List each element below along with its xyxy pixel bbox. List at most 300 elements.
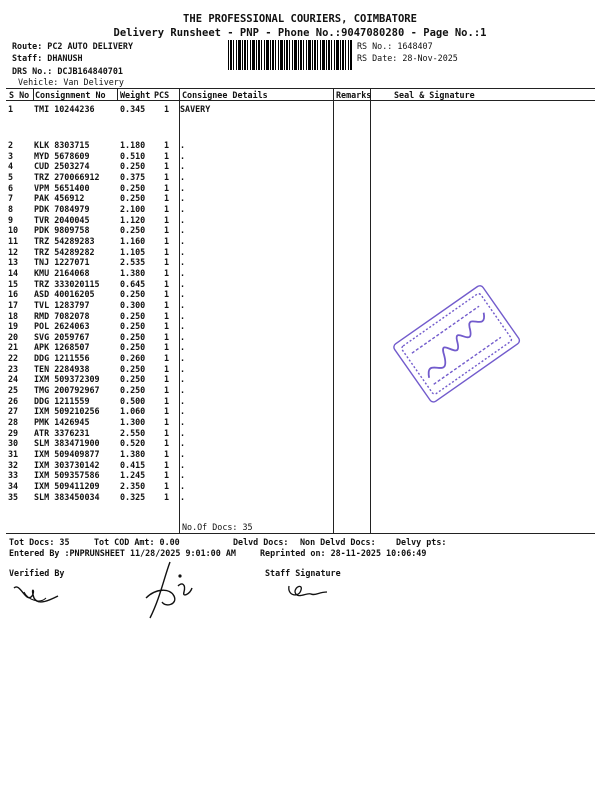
col-header-seal: Seal & Signature	[394, 90, 475, 100]
pieces-count: 1	[164, 214, 170, 225]
consignment-prefix: TNJ	[34, 257, 50, 268]
pieces-count: 1	[164, 257, 170, 268]
consignment-number	[34, 353, 120, 364]
table-row	[8, 257, 330, 268]
consignee-details: .	[180, 342, 186, 353]
consignee-details: .	[180, 299, 186, 310]
table-row	[8, 151, 330, 162]
serial-number: 14	[8, 267, 19, 278]
total-docs: Tot Docs: 35	[9, 537, 70, 547]
consignment-prefix: CUD	[34, 161, 50, 172]
consignment-prefix: SVG	[34, 331, 50, 342]
table-row	[8, 417, 330, 428]
table-top-rule	[6, 88, 595, 89]
consignment-digits: 5678609	[54, 150, 90, 161]
weight-value: 0.250	[120, 225, 146, 236]
consignment-number	[34, 332, 120, 343]
weight-value: 0.250	[120, 363, 146, 374]
pieces-count: 1	[164, 385, 170, 396]
consignment-digits: 2503274	[54, 161, 90, 172]
pieces-count: 1	[164, 171, 170, 182]
rs-date: RS Date: 28-Nov-2025	[357, 53, 458, 63]
consignment-number	[34, 172, 120, 183]
consignee-details: .	[180, 140, 186, 150]
pieces-count: 1	[164, 289, 170, 300]
pieces-count: 1	[164, 104, 170, 114]
consignee-details: .	[180, 353, 186, 364]
consignment-number	[34, 104, 120, 140]
non-delivered-docs: Non Delvd Docs:	[300, 537, 376, 547]
table-row	[8, 460, 330, 471]
table-row	[8, 332, 330, 343]
consignment-prefix: IXM	[34, 374, 50, 385]
pieces-count: 1	[164, 353, 170, 364]
serial-number: 35	[8, 491, 19, 502]
consignment-digits: 383471900	[54, 438, 100, 449]
weight-value: 0.325	[120, 491, 146, 502]
consignment-digits: 456912	[54, 193, 85, 204]
verified-by-label: Verified By	[9, 568, 65, 578]
weight-value: 0.250	[120, 374, 146, 385]
consignment-number	[34, 481, 120, 492]
consignment-number	[34, 225, 120, 236]
consignment-digits: 54289283	[54, 235, 95, 246]
consignment-digits: 5651400	[54, 182, 90, 193]
consignment-digits: 333020115	[54, 278, 100, 289]
weight-value: 0.375	[120, 171, 146, 182]
table-row	[8, 449, 330, 460]
consignment-number	[34, 311, 120, 322]
weight-value: 1.380	[120, 267, 146, 278]
consignment-prefix: SLM	[34, 438, 50, 449]
consignment-prefix: IXM	[34, 406, 50, 417]
barcode	[228, 40, 352, 70]
pieces-count: 1	[164, 406, 170, 417]
consignment-prefix: TRZ	[34, 278, 50, 289]
consignment-prefix: KMU	[34, 267, 50, 278]
consignment-number	[34, 470, 120, 481]
pieces-count: 1	[164, 225, 170, 236]
table-row	[8, 481, 330, 492]
pieces-count: 1	[164, 363, 170, 374]
consignment-digits: 54289282	[54, 246, 95, 257]
serial-number: 34	[8, 481, 19, 491]
pieces-count: 1	[164, 182, 170, 193]
weight-value: 2.535	[120, 257, 146, 268]
consignment-prefix: PDK	[34, 203, 50, 214]
consignment-number	[34, 204, 120, 215]
consignment-prefix: TEN	[34, 363, 50, 374]
weight-value: 0.345	[120, 104, 146, 114]
table-row	[8, 215, 330, 226]
serial-number: 18	[8, 310, 19, 321]
serial-number: 8	[8, 203, 14, 214]
table-bottom-rule	[6, 533, 595, 534]
weight-value: 0.520	[120, 438, 146, 449]
consignment-number	[34, 268, 120, 279]
table-row	[8, 374, 330, 385]
consignment-prefix: SLM	[34, 491, 50, 502]
pieces-count: 1	[164, 278, 170, 289]
consignee-details: .	[180, 417, 186, 428]
weight-value: 0.250	[120, 289, 146, 300]
pieces-count: 1	[164, 150, 170, 161]
consignment-digits: 1268507	[54, 342, 90, 353]
consignment-number	[34, 140, 120, 151]
rs-number: RS No.: 1648407	[357, 41, 433, 51]
consignment-number	[34, 151, 120, 162]
staff-signature	[285, 580, 330, 605]
table-row	[8, 438, 330, 449]
weight-value: 0.250	[120, 342, 146, 353]
serial-number: 23	[8, 363, 19, 374]
col-header-sno: S No	[9, 90, 30, 100]
table-row	[8, 364, 330, 375]
weight-value: 1.060	[120, 406, 146, 417]
pieces-count: 1	[164, 203, 170, 214]
consignment-prefix: IXM	[34, 449, 50, 460]
table-row	[8, 406, 330, 417]
consignment-digits: 40016205	[54, 289, 95, 300]
table-row	[8, 385, 330, 396]
consignment-number	[34, 236, 120, 247]
consignment-prefix: TRZ	[34, 171, 50, 182]
pieces-count: 1	[164, 310, 170, 321]
table-row	[8, 268, 330, 279]
consignment-prefix: TRZ	[34, 246, 50, 257]
consignment-digits: 1211559	[54, 395, 90, 406]
weight-value: 0.250	[120, 331, 146, 342]
serial-number: 22	[8, 353, 19, 364]
consignment-prefix: ASD	[34, 289, 50, 300]
drs-number: DRS No.: DCJB164840701	[12, 66, 123, 76]
consignment-number	[34, 342, 120, 353]
pieces-count: 1	[164, 342, 170, 353]
consignment-number	[34, 406, 120, 417]
consignment-digits: 509372309	[54, 374, 100, 385]
no-of-docs: No.Of Docs: 35	[182, 522, 253, 532]
consignee-details: .	[180, 267, 186, 278]
consignment-digits: 303730142	[54, 459, 100, 470]
table-row	[8, 289, 330, 300]
serial-number: 30	[8, 438, 19, 449]
consignment-prefix: POL	[34, 321, 50, 332]
pieces-count: 1	[164, 427, 170, 438]
serial-number: 9	[8, 214, 14, 225]
consignment-digits: 9809758	[54, 225, 90, 236]
consignment-digits: 1211556	[54, 353, 90, 364]
table-row	[8, 193, 330, 204]
table-row	[8, 342, 330, 353]
consignee-details: .	[180, 363, 186, 374]
table-row	[8, 396, 330, 407]
consignment-digits: 2624063	[54, 321, 90, 332]
consignee-details: .	[180, 150, 186, 161]
consignment-prefix: TRZ	[34, 235, 50, 246]
consignee-details: .	[180, 235, 186, 246]
column-divider	[333, 88, 334, 533]
serial-number: 6	[8, 182, 14, 193]
total-cod-amount: Tot COD Amt: 0.00	[94, 537, 180, 547]
pieces-count: 1	[164, 459, 170, 470]
serial-number: 17	[8, 299, 19, 310]
weight-value: 1.380	[120, 449, 146, 460]
vehicle-label: Vehicle: Van Delivery	[18, 77, 124, 87]
consignment-number	[34, 183, 120, 194]
weight-value: 0.250	[120, 182, 146, 193]
consignee-details: .	[180, 246, 186, 257]
weight-value: 0.645	[120, 278, 146, 289]
col-header-consignment: Consignment No	[35, 90, 106, 100]
serial-number: 28	[8, 417, 19, 428]
consignment-digits: 383450034	[54, 491, 100, 502]
delivery-stamp	[385, 265, 525, 425]
consignee-details: .	[180, 214, 186, 225]
consignment-number	[34, 396, 120, 407]
consignment-number	[34, 300, 120, 311]
serial-number: 12	[8, 246, 19, 257]
consignment-number	[34, 449, 120, 460]
column-divider	[33, 88, 34, 101]
weight-value: 0.300	[120, 299, 146, 310]
pieces-count: 1	[164, 193, 170, 204]
consignee-details: .	[180, 374, 186, 385]
consignment-digits: 7082078	[54, 310, 90, 321]
consignment-digits: 2284938	[54, 363, 90, 374]
col-header-remarks: Remarks	[336, 90, 372, 100]
serial-number: 29	[8, 427, 19, 438]
pieces-count: 1	[164, 331, 170, 342]
serial-number: 1	[8, 104, 14, 114]
consignee-details: .	[180, 406, 186, 417]
weight-value: 0.510	[120, 150, 146, 161]
weight-value: 0.260	[120, 353, 146, 364]
consignee-details: .	[180, 385, 186, 396]
table-row	[8, 353, 330, 364]
consignment-prefix: TMI	[34, 104, 50, 114]
serial-number: 25	[8, 385, 19, 396]
consignment-digits: 1227071	[54, 257, 90, 268]
consignment-digits: 2059767	[54, 331, 90, 342]
consignee-details: SAVERY	[180, 104, 211, 114]
serial-number: 19	[8, 321, 19, 332]
weight-value: 1.245	[120, 470, 146, 481]
serial-number: 21	[8, 342, 19, 353]
consignment-digits: 509411209	[54, 481, 100, 491]
consignment-prefix: RMD	[34, 310, 50, 321]
consignee-details: .	[180, 481, 186, 491]
consignment-digits: 509357586	[54, 470, 100, 481]
weight-value: 0.500	[120, 395, 146, 406]
col-header-details: Consignee Details	[182, 90, 268, 100]
consignment-prefix: KLK	[34, 140, 50, 150]
consignment-number	[34, 460, 120, 471]
weight-value: 1.160	[120, 235, 146, 246]
serial-number: 13	[8, 257, 19, 268]
col-header-weight: Weight	[120, 90, 151, 100]
staff-signature-label: Staff Signature	[265, 568, 341, 578]
consignment-number	[34, 417, 120, 428]
consignee-details: .	[180, 310, 186, 321]
pieces-count: 1	[164, 374, 170, 385]
serial-number: 33	[8, 470, 19, 481]
consignment-digits: 2164068	[54, 267, 90, 278]
consignment-prefix: DDG	[34, 353, 50, 364]
delivery-points: Delvy pts:	[396, 537, 447, 547]
consignment-prefix: DDG	[34, 395, 50, 406]
verifier-signature	[10, 578, 70, 608]
pieces-count: 1	[164, 481, 170, 491]
weight-value: 0.250	[120, 310, 146, 321]
table-row	[8, 470, 330, 481]
serial-number: 11	[8, 235, 19, 246]
table-row	[8, 225, 330, 236]
pieces-count: 1	[164, 161, 170, 172]
pieces-count: 1	[164, 395, 170, 406]
weight-value: 1.105	[120, 246, 146, 257]
consignment-number	[34, 438, 120, 449]
consignee-details: .	[180, 331, 186, 342]
consignment-number	[34, 385, 120, 396]
consignment-number	[34, 289, 120, 300]
consignment-number	[34, 161, 120, 172]
pieces-count: 1	[164, 491, 170, 502]
table-row	[8, 492, 330, 503]
consignment-digits: 509210256	[54, 406, 100, 417]
serial-number: 24	[8, 374, 19, 385]
table-row	[8, 104, 330, 140]
consignment-number	[34, 374, 120, 385]
consignee-details: .	[180, 321, 186, 332]
consignment-number	[34, 247, 120, 258]
column-divider	[370, 88, 371, 533]
pieces-count: 1	[164, 267, 170, 278]
weight-value: 0.250	[120, 385, 146, 396]
consignee-details: .	[180, 427, 186, 438]
consignment-digits: 2040045	[54, 214, 90, 225]
reprinted-on: Reprinted on: 28-11-2025 10:06:49	[260, 548, 427, 558]
serial-number: 32	[8, 459, 19, 470]
consignment-prefix: TVR	[34, 214, 50, 225]
column-divider	[117, 88, 118, 101]
table-row	[8, 161, 330, 172]
serial-number: 31	[8, 449, 19, 460]
consignment-prefix: PAK	[34, 193, 50, 204]
consignment-prefix: VPM	[34, 182, 50, 193]
pieces-count: 1	[164, 140, 170, 150]
consignment-prefix: IXM	[34, 481, 50, 491]
consignee-details: .	[180, 289, 186, 300]
weight-value: 1.300	[120, 417, 146, 428]
consignment-digits: 10244236	[54, 104, 95, 114]
consignment-digits: 3376231	[54, 427, 90, 438]
entry-signature	[140, 558, 200, 623]
consignee-details: .	[180, 193, 186, 204]
company-title: THE PROFESSIONAL COURIERS, COIMBATORE	[183, 13, 417, 25]
consignment-prefix: IXM	[34, 470, 50, 481]
consignment-number	[34, 193, 120, 204]
consignment-digits: 1283797	[54, 299, 90, 310]
pieces-count: 1	[164, 321, 170, 332]
consignment-number	[34, 279, 120, 290]
consignment-prefix: TMG	[34, 385, 50, 396]
serial-number: 2	[8, 140, 14, 150]
serial-number: 10	[8, 225, 19, 236]
staff-label: Staff: DHANUSH	[12, 53, 83, 63]
table-row	[8, 321, 330, 332]
consignee-details: .	[180, 225, 186, 236]
serial-number: 15	[8, 278, 19, 289]
consignee-details: .	[180, 438, 186, 449]
table-row	[8, 236, 330, 247]
weight-value: 1.120	[120, 214, 146, 225]
consignment-number	[34, 428, 120, 439]
consignee-details: .	[180, 161, 186, 172]
serial-number: 3	[8, 150, 14, 161]
consignee-details: .	[180, 459, 186, 470]
weight-value: 2.550	[120, 427, 146, 438]
serial-number: 7	[8, 193, 14, 204]
consignment-prefix: APK	[34, 342, 50, 353]
consignee-details: .	[180, 491, 186, 502]
weight-value: 0.250	[120, 321, 146, 332]
consignment-number	[34, 321, 120, 332]
table-header-rule	[6, 100, 595, 101]
serial-number: 16	[8, 289, 19, 300]
delivered-docs: Delvd Docs:	[233, 537, 289, 547]
consignee-details: .	[180, 470, 186, 481]
table-row	[8, 183, 330, 194]
consignment-prefix: PMK	[34, 417, 50, 428]
route-label: Route: PC2 AUTO DELIVERY	[12, 41, 134, 51]
consignee-details: .	[180, 278, 186, 289]
consignment-number	[34, 257, 120, 268]
consignee-details: .	[180, 395, 186, 406]
table-row	[8, 247, 330, 258]
pieces-count: 1	[164, 470, 170, 481]
consignment-digits: 509409877	[54, 449, 100, 460]
table-row	[8, 204, 330, 215]
weight-value: 2.100	[120, 203, 146, 214]
consignment-number	[34, 364, 120, 375]
weight-value: 2.350	[120, 481, 146, 491]
col-header-pcs: PCS	[154, 90, 170, 100]
consignee-details: .	[180, 449, 186, 460]
table-row	[8, 428, 330, 439]
consignment-digits: 8303715	[54, 140, 90, 150]
consignee-details: .	[180, 203, 186, 214]
consignment-number	[34, 492, 120, 503]
weight-value: 0.250	[120, 161, 146, 172]
weight-value: 1.180	[120, 140, 146, 150]
weight-value: 0.250	[120, 193, 146, 204]
weight-value: 0.415	[120, 459, 146, 470]
pieces-count: 1	[164, 417, 170, 428]
consignment-digits: 270066912	[54, 171, 100, 182]
serial-number: 26	[8, 395, 19, 406]
runsheet-table	[8, 104, 330, 502]
serial-number: 20	[8, 331, 19, 342]
table-row	[8, 300, 330, 311]
runsheet-title: Delivery Runsheet - PNP - Phone No.:9047080280 - Page No.:1	[113, 27, 487, 39]
consignment-prefix: PDK	[34, 225, 50, 236]
consignment-prefix: TVL	[34, 299, 50, 310]
serial-number: 5	[8, 171, 14, 182]
table-row	[8, 140, 330, 151]
table-row	[8, 279, 330, 290]
table-row	[8, 172, 330, 183]
consignee-details: .	[180, 171, 186, 182]
